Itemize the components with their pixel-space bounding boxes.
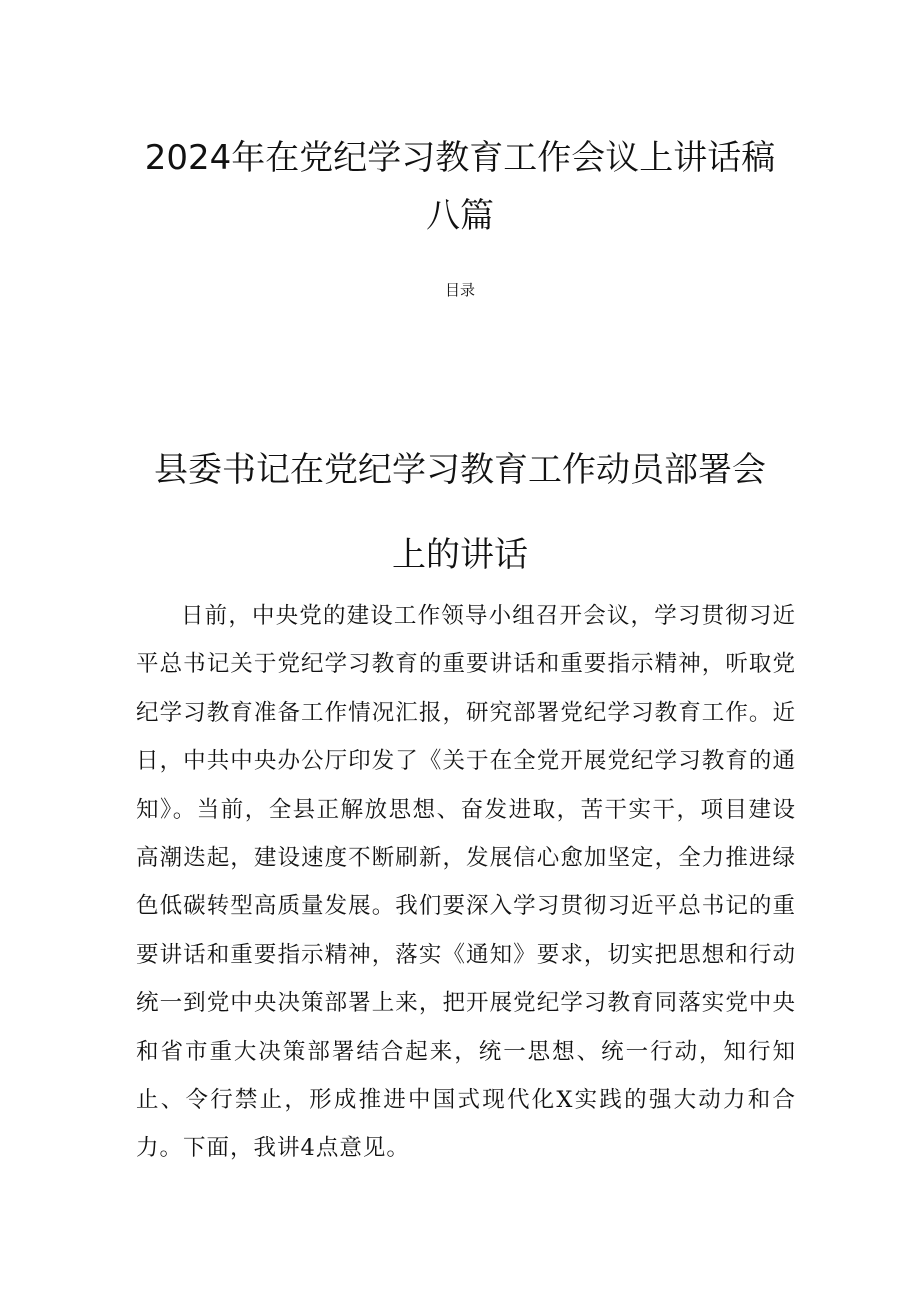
body-paragraph: 日前，中央党的建设工作领导小组召开会议，学习贯彻习近平总书记关于党纪学习教育的重要讲话和重要指示精神，听取党纪学习教育准备工作情况汇报，研究部署党纪学习教育工作。近日，中共中央办公厅印发了《关于在全党开展党纪学习教育的通知》。当前，全县正解放思想、奋发进取，苦干实干，项目建设高潮迭起，建设速度不断刷新，发展信心愈加坚定，全力推进绿色低碳转型高质量发展。我们要深入学习贯彻习近平总书记的重要讲话和重要指示精神，落实《通知》要求，切实把思想和行动统一到党中央决策部署上来，把开展党纪学习教育同落实党中央和省市重大决策部署结合起来，统一思想、统一行动，知行知止、令行禁止，形成推进中国式现代化X实践的强大动力和合力。下面，我讲4点意见。 [136,603,796,1162]
section-title-line-2: 上的讲话 [392,535,528,575]
document-title-line-1: 2024年在党纪学习教育工作会议上讲话稿 [144,138,776,178]
section-title-line-1: 县委书记在党纪学习教育工作动员部署会 [154,450,766,490]
document-title-line-2: 八篇 [426,196,494,236]
table-of-contents-label: 目录 [444,281,475,299]
